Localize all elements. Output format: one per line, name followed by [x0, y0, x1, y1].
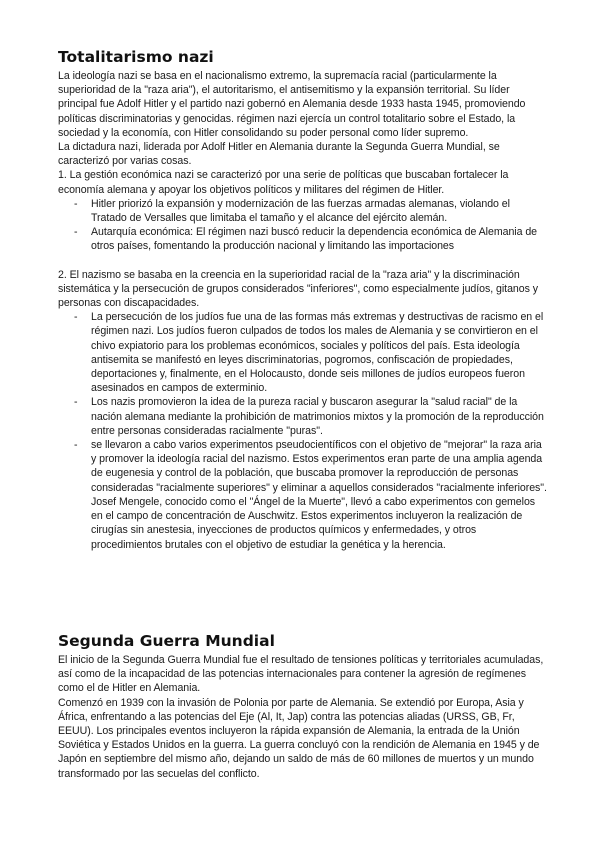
section-totalitarismo	[58, 48, 548, 552]
list-item-text: se llevaron a cabo varios experimentos pseudocientíficos con el objetivo de "mejorar" la raza aria y promover la ideología racial del nazismo. Estos experimentos eran parte de una amplia agenda de eugenesia y control de la población, que buscaba promover la reproducción de personas consideradas "racialmente superiores" y eliminar a aquellos considerados "racialmente inferiores". Josef Mengele, conocido como el "Ángel de la Muerte", llevó a cabo experimentos con gemelos en el campo de concentración de Auschwitz. Estos experimentos incluyeron la realización de cirugías sin anestesia, inyecciones de productos químicos y enfermedades, y otros procedimientos brutales con el objetivo de estudiar la genética y la herencia.	[91, 439, 547, 551]
list-item-text: Autarquía económica: El régimen nazi buscó reducir la dependencia económica de Alemania de otros países, fomentando la producción nacional y limitando las importaciones	[91, 226, 538, 253]
list-item	[74, 225, 548, 253]
paragraph-desarrollo: Comenzó en 1939 con la invasión de Polonia por parte de Alemania. Se extendió por Europa, Asia y África, enfrentando a las potencias del Eje (Al, It, Jap) contra las potencias aliadas (URSS, GB, Fr, EEUU). Los principales eventos incluyeron la rápida expansión de Alemania, la entrada de la Unión Soviética y Estados Unidos en la guerra. La guerra concluyó con la rendición de Alemania en 1945 y de Japón en septiembre del mismo año, dejando un saldo de más de 60 millones de muertos y un mundo transformado por las secuelas del conflicto.	[58, 696, 540, 780]
spacer	[58, 254, 548, 268]
dash-bullet: -	[74, 226, 78, 239]
paragraph-dictadura: La dictadura nazi, liderada por Adolf Hitler en Alemania durante la Segunda Guerra Mundial, se caracterizó por varias cosas.	[58, 141, 500, 168]
list-item	[74, 395, 548, 438]
list-item	[74, 438, 548, 552]
section-segunda-guerra	[58, 632, 548, 781]
section-title: Segunda Guerra Mundial	[58, 632, 275, 650]
list-item-text: La persecución de los judíos fue una de las formas más extremas y destructivas de racismo en el régimen nazi. Los judíos fueron culpados de todos los males de Alemania y se convirtieron en el chivo expiatorio para los problemas económicos, sociales y políticos del país. Esta ideología antisemita se manifestó en leyes discriminatorias, pogromos, confiscación de propiedades, deportaciones y, finalmente, en el Holocausto, donde seis millones de judíos europeos fueron asesinados en campos de exterminio.	[91, 311, 544, 395]
paragraph-point-1: 1. La gestión económica nazi se caracterizó por una serie de políticas que buscaban fortalecer la economía alemana y apoyar los objetivos políticos y militares del régimen de Hitler.	[58, 169, 509, 196]
dash-bullet: -	[74, 396, 78, 409]
paragraph-intro: La ideología nazi se basa en el nacionalismo extremo, la supremacía racial (particularmente la superioridad de la "raza aria"), el autoritarismo, el antisemitismo y la expansión territorial. Su líder principal fue Adolf Hitler y el partido nazi gobernó en Alemania desde 1933 hasta 1945, promoviendo políticas discriminatorias y genocidas. régimen nazi ejercía un control totalitario sobre el Estado, la sociedad y la economía, con Hitler consolidando su poder personal como líder supremo.	[58, 70, 526, 139]
paragraph-point-2: 2. El nazismo se basaba en la creencia en la superioridad racial de la "raza aria" y la discriminación sistemática y la persecución de grupos considerados "inferiores", como especialmente judíos, gitanos y personas con discapacidades.	[58, 268, 538, 310]
list-racismo	[58, 310, 548, 551]
list-item-text: Los nazis promovieron la idea de la pureza racial y buscaron asegurar la "salud racial" de la nación alemana mediante la prohibición de matrimonios mixtos y la promoción de la reproducción entre personas consideradas racialmente "puras".	[91, 396, 544, 437]
dash-bullet: -	[74, 439, 78, 452]
list-item-text: Hitler priorizó la expansión y modernización de las fuerzas armadas alemanas, violando el Tratado de Versalles que limitaba el tamaño y el alcance del ejército alemán.	[91, 197, 510, 225]
list-item	[74, 197, 548, 225]
paragraph-inicio: El inicio de la Segunda Guerra Mundial fue el resultado de tensiones políticas y territoriales acumuladas, así como de la incapacidad de las potencias internacionales para contener la agresión de regímenes como el de Hitler en Alemania.	[58, 654, 544, 695]
dash-bullet: -	[74, 311, 78, 324]
list-item	[74, 310, 548, 395]
section-title: Totalitarismo nazi	[58, 48, 214, 66]
dash-bullet: -	[74, 197, 78, 210]
list-economia	[58, 197, 548, 254]
